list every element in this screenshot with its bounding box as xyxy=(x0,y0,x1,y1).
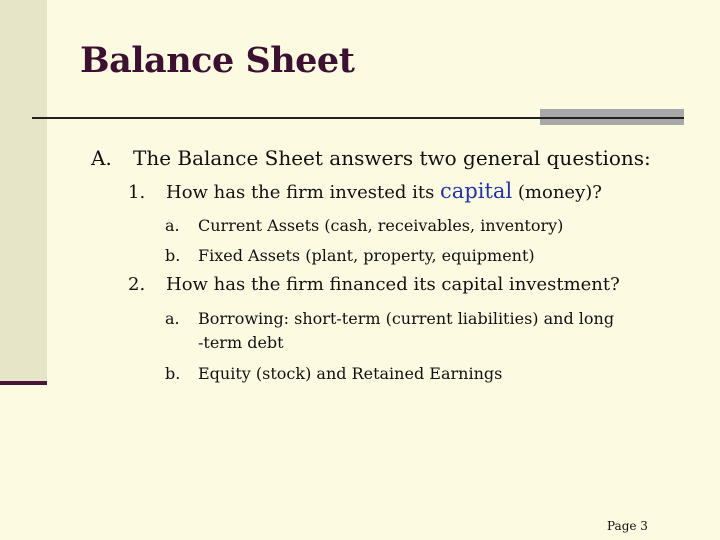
outline-item-a xyxy=(91,146,651,170)
slide-title: Balance Sheet xyxy=(80,40,355,81)
outline-marker: 1. xyxy=(128,182,146,203)
question-1 xyxy=(128,179,602,203)
capital-highlight: capital xyxy=(440,179,513,203)
title-rule xyxy=(32,117,684,119)
question-2-sub-a xyxy=(165,309,615,328)
outline-marker: 2. xyxy=(128,274,146,295)
outline-text: Equity (stock) and Retained Earnings xyxy=(198,364,503,383)
outline-text: Borrowing: short-term (current liabilities) and long xyxy=(198,309,615,328)
outline-text: How has the firm financed its capital investment? xyxy=(166,274,620,295)
outline-marker: b. xyxy=(165,364,181,383)
outline-text: -term debt xyxy=(198,333,284,352)
question-1-text-end: (money)? xyxy=(512,182,602,203)
outline-text: Current Assets (cash, receivables, inventory) xyxy=(198,216,564,235)
question-1-text xyxy=(166,179,602,203)
outline-marker: a. xyxy=(165,216,180,235)
outline-text: The Balance Sheet answers two general questions: xyxy=(133,146,651,170)
question-1-sub-a xyxy=(165,216,564,235)
outline-text: Fixed Assets (plant, property, equipment) xyxy=(198,246,535,265)
question-2 xyxy=(128,274,620,295)
page-number: Page 3 xyxy=(607,519,648,533)
outline-marker: a. xyxy=(165,309,180,328)
question-2-sub-a-continued xyxy=(198,333,284,352)
left-decorative-band xyxy=(0,0,47,385)
outline-marker: b. xyxy=(165,246,181,265)
question-1-sub-b xyxy=(165,246,535,265)
question-2-sub-b xyxy=(165,364,503,383)
outline-marker: A. xyxy=(91,146,112,170)
question-1-text-start: How has the firm invested its xyxy=(166,182,441,203)
left-band-accent xyxy=(0,381,47,385)
